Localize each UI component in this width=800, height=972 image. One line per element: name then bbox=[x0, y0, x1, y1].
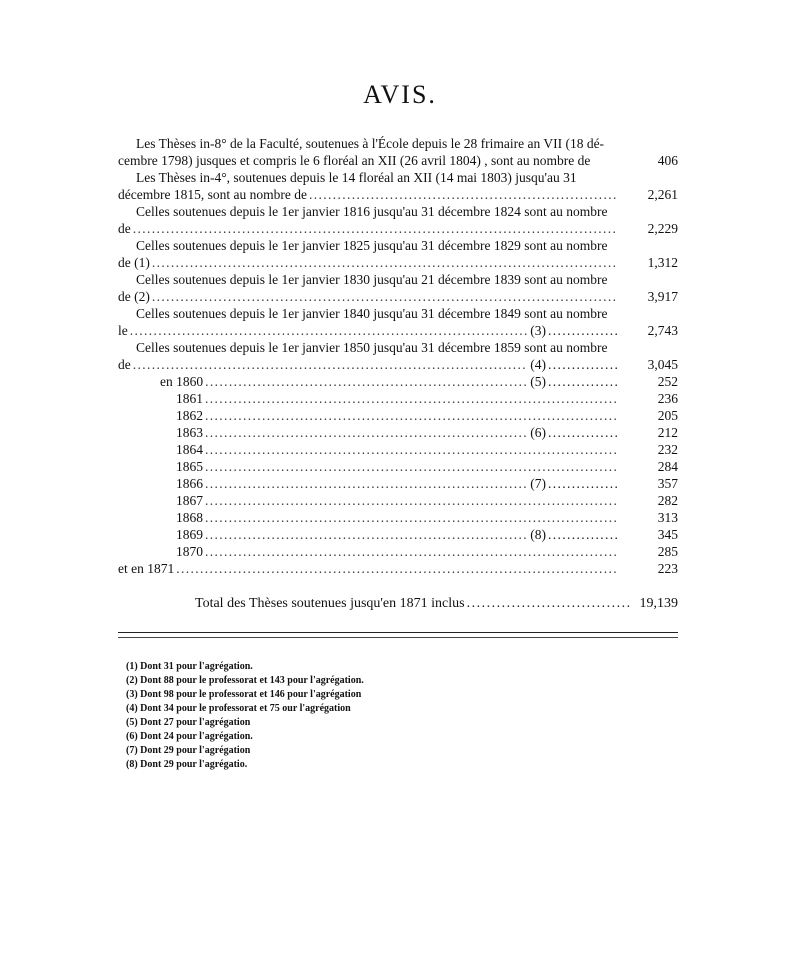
count-row bbox=[118, 152, 678, 169]
leader-dots bbox=[548, 322, 618, 339]
count-row bbox=[118, 220, 678, 237]
footnote: (6) Dont 24 pour l'agrégation. bbox=[126, 731, 253, 742]
year-label: 1864 bbox=[176, 442, 203, 457]
leader-dots bbox=[205, 509, 618, 526]
leader-dots bbox=[205, 526, 528, 543]
footnotes bbox=[126, 660, 364, 772]
count-row bbox=[118, 322, 678, 339]
leader-dots bbox=[205, 373, 528, 390]
divider bbox=[118, 632, 678, 633]
row-value: 3,045 bbox=[647, 357, 678, 372]
footnote: (1) Dont 31 pour l'agrégation. bbox=[126, 661, 253, 672]
year-label: 1869 bbox=[176, 527, 203, 542]
year-label: et en 1871 bbox=[118, 561, 175, 576]
row-label: cembre 1798) jusques et compris le 6 floréal an XII (26 avril 1804) , sont au nombre de bbox=[118, 153, 591, 168]
footnote-ref: (3) bbox=[530, 323, 546, 338]
leader-dots bbox=[205, 475, 528, 492]
year-value: 236 bbox=[657, 391, 678, 406]
leader-dots bbox=[548, 424, 618, 441]
leader-dots bbox=[309, 186, 618, 203]
year-label: 1868 bbox=[176, 510, 203, 525]
total-row bbox=[195, 596, 678, 612]
year-value: 212 bbox=[657, 425, 678, 440]
year-row bbox=[118, 390, 678, 407]
footnote-ref: (8) bbox=[530, 527, 546, 542]
footnote: (2) Dont 88 pour le professorat et 143 pour l'agrégation. bbox=[126, 675, 364, 686]
thesis-count-table bbox=[118, 135, 678, 577]
year-value: 232 bbox=[657, 442, 678, 457]
year-label: 1863 bbox=[176, 425, 203, 440]
year-row bbox=[118, 526, 678, 543]
intro-line: Celles soutenues depuis le 1er janvier 1830 jusqu'au 21 décembre 1839 sont au nombre bbox=[136, 272, 608, 287]
count-row bbox=[118, 356, 678, 373]
leader-dots bbox=[205, 441, 618, 458]
count-row bbox=[118, 254, 678, 271]
total-label: Total des Thèses soutenues jusqu'en 1871 inclus bbox=[195, 596, 465, 611]
intro-line: Les Thèses in-8° de la Faculté, soutenues à l'École depuis le 28 frimaire an VII (18 dé- bbox=[136, 136, 605, 151]
intro-line: Celles soutenues depuis le 1er janvier 1850 jusqu'au 31 décembre 1859 sont au nombre bbox=[136, 340, 608, 355]
year-value: 357 bbox=[657, 476, 678, 491]
row-label: de (1) bbox=[118, 255, 150, 270]
leader-dots bbox=[205, 458, 618, 475]
intro-line: Celles soutenues depuis le 1er janvier 1816 jusqu'au 31 décembre 1824 sont au nombre bbox=[136, 204, 608, 219]
footnote: (5) Dont 27 pour l'agrégation bbox=[126, 717, 251, 728]
count-row bbox=[118, 186, 678, 203]
leader-dots bbox=[205, 424, 528, 441]
intro-line: Celles soutenues depuis le 1er janvier 1840 jusqu'au 31 décembre 1849 sont au nombre bbox=[136, 306, 608, 321]
row-value: 2,229 bbox=[647, 221, 678, 236]
year-row bbox=[118, 441, 678, 458]
year-value: 345 bbox=[657, 527, 678, 542]
row-label: le bbox=[118, 323, 128, 338]
leader-dots bbox=[205, 543, 618, 560]
row-label: décembre 1815, sont au nombre de bbox=[118, 187, 307, 202]
footnote: (3) Dont 98 pour le professorat et 146 pour l'agrégation bbox=[126, 689, 362, 700]
footnote: (8) Dont 29 pour l'agrégatio. bbox=[126, 759, 248, 770]
leader-dots bbox=[205, 390, 618, 407]
leader-dots bbox=[205, 492, 618, 509]
footnote-ref: (7) bbox=[530, 476, 546, 491]
page-title: AVIS. bbox=[363, 80, 437, 109]
year-label: en 1860 bbox=[160, 374, 204, 389]
intro-line: Celles soutenues depuis le 1er janvier 1825 jusqu'au 31 décembre 1829 sont au nombre bbox=[136, 238, 608, 253]
footnote-ref: (6) bbox=[530, 425, 546, 440]
leader-dots bbox=[548, 373, 618, 390]
year-label: 1862 bbox=[176, 408, 203, 423]
year-value: 205 bbox=[657, 408, 678, 423]
year-value: 313 bbox=[657, 510, 678, 525]
year-label: 1866 bbox=[176, 476, 203, 491]
row-value: 1,312 bbox=[647, 255, 678, 270]
leader-dots bbox=[467, 596, 632, 612]
row-value: 2,261 bbox=[647, 187, 678, 202]
intro-line: Les Thèses in-4°, soutenues depuis le 14 floréal an XII (14 mai 1803) jusqu'au 31 bbox=[136, 170, 577, 185]
divider bbox=[118, 637, 678, 638]
footnote: (7) Dont 29 pour l'agrégation bbox=[126, 745, 251, 756]
year-value: 284 bbox=[657, 459, 678, 474]
year-label: 1865 bbox=[176, 459, 203, 474]
footnote-ref: (4) bbox=[530, 357, 546, 372]
leader-dots bbox=[548, 475, 618, 492]
leader-dots bbox=[548, 526, 618, 543]
year-label: 1867 bbox=[176, 493, 203, 508]
year-row bbox=[118, 475, 678, 492]
total-value: 19,139 bbox=[639, 596, 678, 611]
row-value: 406 bbox=[657, 153, 678, 168]
year-row bbox=[118, 424, 678, 441]
leader-dots bbox=[133, 220, 618, 237]
year-row bbox=[118, 373, 678, 390]
leader-dots bbox=[133, 356, 529, 373]
year-value: 285 bbox=[657, 544, 678, 559]
year-row bbox=[118, 458, 678, 475]
year-row bbox=[118, 492, 678, 509]
row-label: de bbox=[118, 221, 131, 236]
year-label: 1861 bbox=[176, 391, 203, 406]
year-row bbox=[118, 560, 678, 577]
leader-dots bbox=[130, 322, 529, 339]
footnote-ref: (5) bbox=[530, 374, 546, 389]
row-label: de (2) bbox=[118, 289, 150, 304]
leader-dots bbox=[176, 560, 618, 577]
row-value: 2,743 bbox=[647, 323, 678, 338]
row-label: de bbox=[118, 357, 131, 372]
year-value: 223 bbox=[657, 561, 678, 576]
year-row bbox=[118, 543, 678, 560]
year-row bbox=[118, 407, 678, 424]
leader-dots bbox=[152, 254, 618, 271]
count-row bbox=[118, 288, 678, 305]
year-row bbox=[118, 509, 678, 526]
leader-dots bbox=[205, 407, 618, 424]
year-value: 282 bbox=[657, 493, 678, 508]
year-rows bbox=[118, 373, 678, 577]
row-value: 3,917 bbox=[647, 289, 678, 304]
leader-dots bbox=[548, 356, 618, 373]
year-label: 1870 bbox=[176, 544, 203, 559]
leader-dots bbox=[152, 288, 618, 305]
footnote: (4) Dont 34 pour le professorat et 75 our l'agrégation bbox=[126, 703, 351, 714]
year-value: 252 bbox=[657, 374, 678, 389]
